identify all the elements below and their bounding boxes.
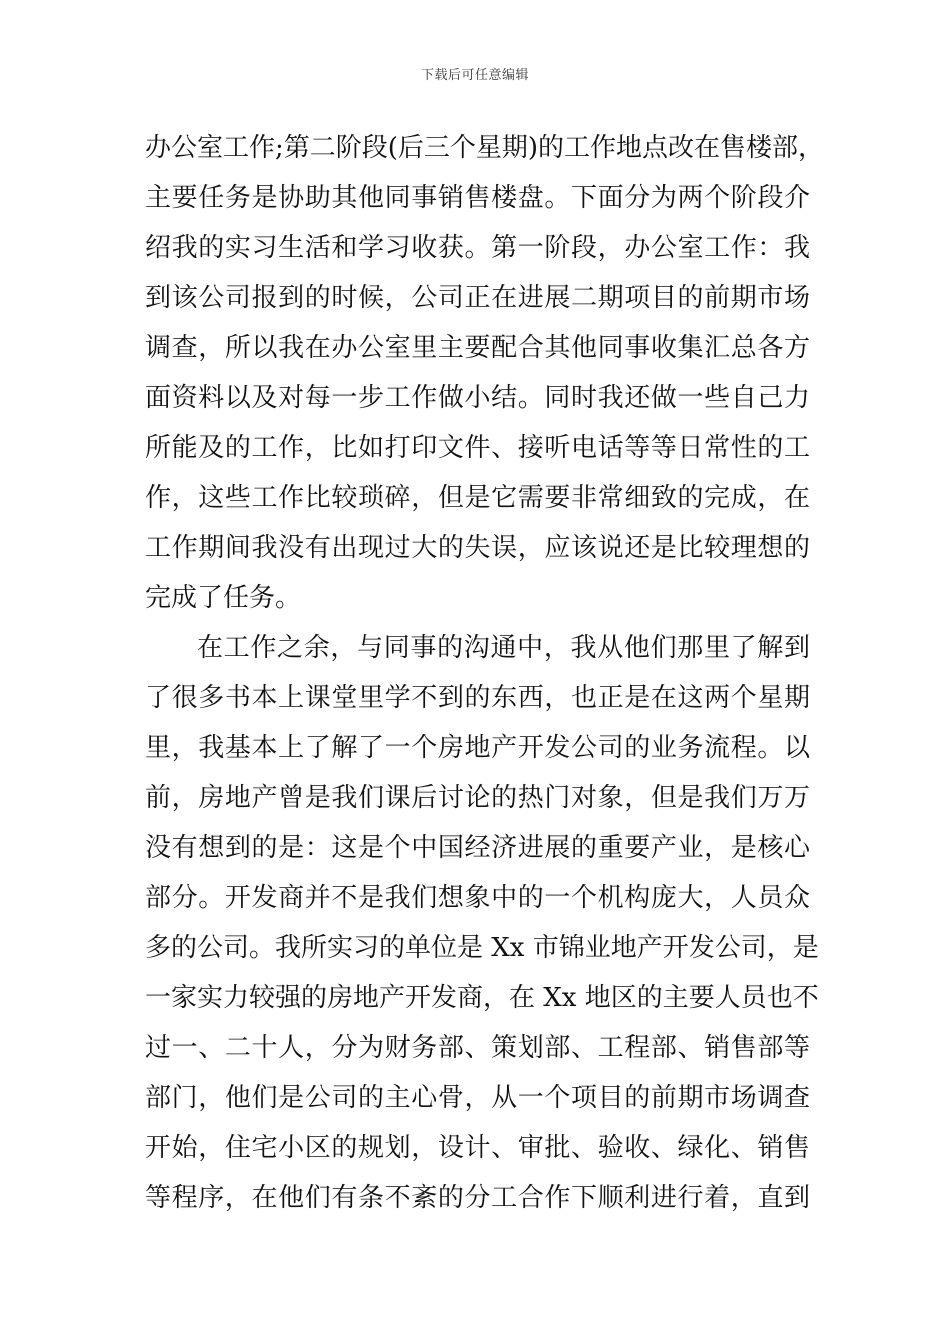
text-line: 一家实力较强的房地产开发商，在 Xx 地区的主要人员也不 bbox=[145, 983, 819, 1013]
paragraph-1 bbox=[145, 123, 825, 623]
text-line: 到该公司报到的时候，公司正在进展二期项目的前期市场 bbox=[145, 283, 810, 313]
text-line: 调查，所以我在办公室里主要配合其他同事收集汇总各方 bbox=[145, 333, 810, 363]
paragraph-2 bbox=[145, 623, 819, 1223]
text-line: 完成了任务。 bbox=[145, 583, 302, 613]
text-line: 了很多书本上课堂里学不到的东西，也正是在这两个星期 bbox=[145, 683, 810, 713]
page-header: 下载后可任意编辑 bbox=[420, 68, 529, 83]
text-line: 所能及的工作，比如打印文件、接听电话等等日常性的工 bbox=[145, 433, 810, 463]
document-body bbox=[145, 123, 825, 1223]
text-line: 等程序，在他们有条不紊的分工合作下顺利进行着，直到 bbox=[145, 1183, 810, 1213]
text-line: 前，房地产曾是我们课后讨论的热门对象，但是我们万万 bbox=[145, 783, 810, 813]
text-line: 主要任务是协助其他同事销售楼盘。下面分为两个阶段介 bbox=[145, 183, 810, 213]
text-line: 里，我基本上了解了一个房地产开发公司的业务流程。以 bbox=[145, 733, 810, 763]
text-line: 没有想到的是：这是个中国经济进展的重要产业，是核心 bbox=[145, 833, 810, 863]
text-line: 多的公司。我所实习的单位是 Xx 市锦业地产开发公司，是 bbox=[145, 933, 819, 963]
text-line: 面资料以及对每一步工作做小结。同时我还做一些自己力 bbox=[145, 383, 810, 413]
text-line: 过一、二十人，分为财务部、策划部、工程部、销售部等 bbox=[145, 1033, 810, 1063]
text-line: 办公室工作;第二阶段(后三个星期)的工作地点改在售楼部， bbox=[145, 133, 825, 163]
text-line: 部门，他们是公司的主心骨，从一个项目的前期市场调查 bbox=[145, 1083, 810, 1113]
text-line: 在工作之余，与同事的沟通中，我从他们那里了解到 bbox=[197, 633, 810, 663]
text-line: 绍我的实习生活和学习收获。第一阶段，办公室工作：我 bbox=[145, 233, 810, 263]
text-line: 开始，住宅小区的规划，设计、审批、验收、绿化、销售 bbox=[145, 1133, 810, 1163]
text-line: 工作期间我没有出现过大的失误，应该说还是比较理想的 bbox=[145, 533, 810, 563]
text-line: 作，这些工作比较琐碎，但是它需要非常细致的完成，在 bbox=[145, 483, 810, 513]
text-line: 部分。开发商并不是我们想象中的一个机构庞大，人员众 bbox=[145, 883, 810, 913]
